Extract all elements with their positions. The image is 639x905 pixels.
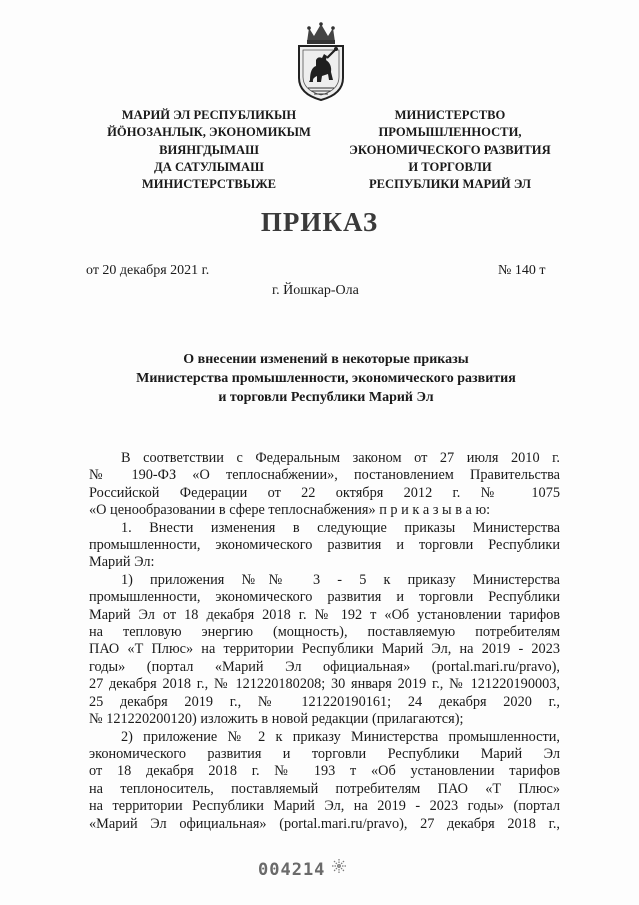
body-line: на территории Республики Марий Эл, на 2019 - 2023 годы» (портал: [89, 798, 560, 815]
document-number: № 140 т: [498, 263, 546, 278]
header-right-block: [326, 107, 574, 193]
body-line: В соответствии с Федеральным законом от 27 июля 2010 г.: [121, 450, 560, 466]
body-line: Марий Эл от 18 декабря 2018 г. № 192 т «Об установлении тарифов: [89, 606, 560, 623]
body-line: экономического развития и торговли Республики Марий Эл: [89, 745, 560, 762]
asterisk-mark-icon: [331, 858, 347, 874]
header-left-line: ДА САТУЛЫМАШ: [154, 159, 264, 174]
subject-line: и торговли Республики Марий Эл: [218, 390, 434, 405]
body-line: промышленности, экономического развития и торговли Республики: [89, 537, 560, 554]
document-date: от 20 декабря 2021 г.: [86, 263, 210, 278]
serial-number: 004214: [258, 860, 326, 880]
body-line: на теплоноситель, поставляемый потребителям ПАО «Т Плюс»: [89, 780, 560, 797]
body-line: 1) приложения №№ 3 - 5 к приказу Министерства: [121, 571, 560, 588]
document-subject: [86, 350, 566, 407]
body-line: на тепловую энергию (мощность), поставляемую потребителям: [89, 624, 560, 641]
header-left-line: МАРИЙ ЭЛ РЕСПУБЛИКЫН: [121, 108, 297, 122]
body-line: ПАО «Т Плюс» на территории Республики Марий Эл, на 2019 - 2023: [89, 641, 560, 658]
body-line: № 121220200120) изложить в новой редакции (прилагаются);: [89, 711, 464, 728]
header-right-line: МИНИСТЕРСТВО: [394, 108, 506, 122]
header-right-line: РЕСПУБЛИКИ МАРИЙ ЭЛ: [368, 177, 532, 192]
body-line: «Марий Эл официальная» (portal.mari.ru/pravo), 27 декабря 2018 г.,: [89, 815, 560, 832]
header-right-line: И ТОРГОВЛИ: [408, 159, 492, 174]
header-right-line: ПРОМЫШЛЕННОСТИ,: [378, 125, 522, 140]
document-title: ПРИКАЗ: [260, 207, 379, 237]
body-line: 1. Внести изменения в следующие приказы Министерства: [121, 519, 560, 536]
body-line: 2) приложение № 2 к приказу Министерства промышленности,: [121, 728, 560, 745]
body-line: Марий Эл:: [89, 554, 155, 571]
body-line: промышленности, экономического развития и торговли Республики: [89, 589, 560, 606]
header-left-line: МИНИСТЕРСТВЫЖЕ: [141, 177, 277, 192]
body-line: годы» (портал «Марий Эл официальная» (portal.mari.ru/pravo),: [89, 658, 560, 675]
body-line: от 18 декабря 2018 г. № 193 т «Об установлении тарифов: [89, 763, 560, 780]
body-line: Российской Федерации от 22 октября 2012 г. № 1075: [89, 484, 560, 501]
header-left-block: [84, 107, 334, 193]
subject-line: Министерства промышленности, экономического развития: [136, 371, 516, 386]
document-body: [89, 450, 560, 833]
document-city: г. Йошкар-Ола: [272, 283, 359, 298]
coat-of-arms-emblem: [294, 20, 348, 102]
body-line: «О ценообразовании в сфере теплоснабжения» п р и к а з ы в а ю:: [89, 502, 491, 519]
header-left-line: ВИЯНГДЫМАШ: [159, 142, 259, 157]
body-line: 27 декабря 2018 г., № 121220180208; 30 января 2019 г., № 121220190003,: [89, 676, 560, 693]
subject-line: О внесении изменений в некоторые приказы: [183, 352, 469, 367]
header-right-line: ЭКОНОМИЧЕСКОГО РАЗВИТИЯ: [349, 142, 551, 157]
header-left-line: ЙӦНОЗАНЛЫК, ЭКОНОМИКЫМ: [107, 125, 311, 140]
body-line: 25 декабря 2019 г., № 121220190161; 24 декабря 2020 г.,: [89, 693, 560, 710]
body-line: № 190-ФЗ «О теплоснабжении», постановлением Правительства: [89, 467, 560, 484]
